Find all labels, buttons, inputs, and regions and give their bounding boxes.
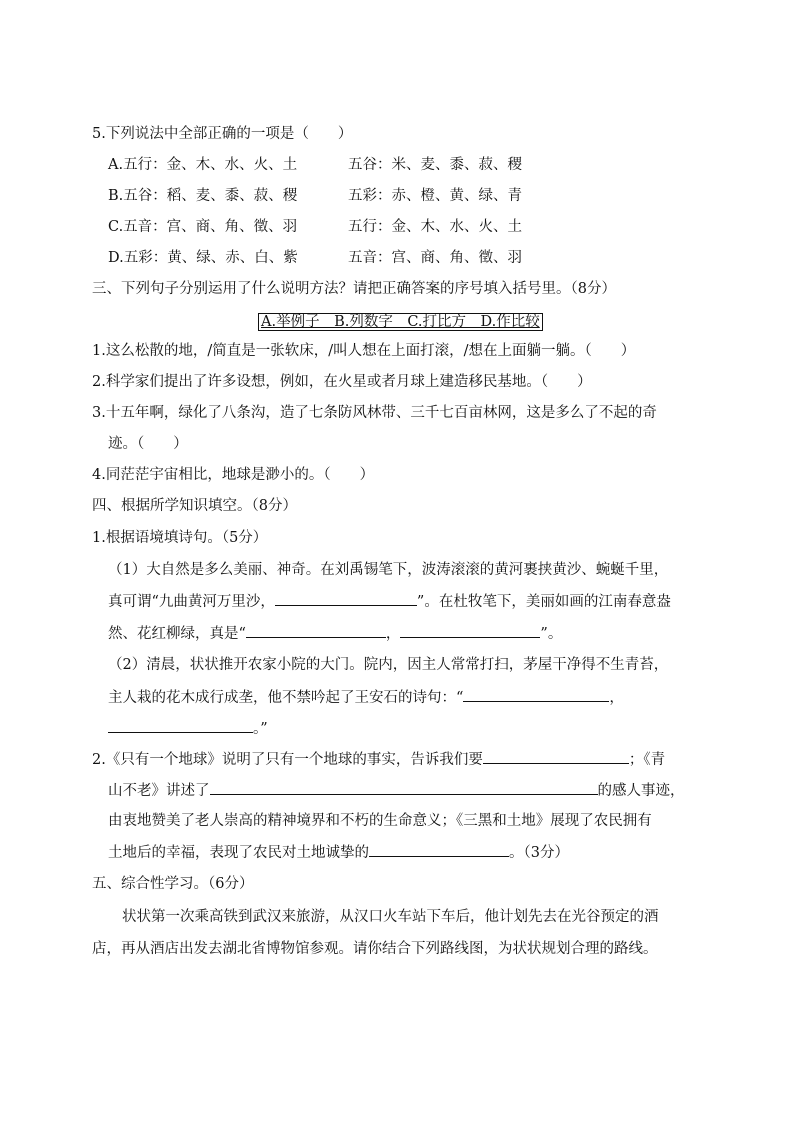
- q2-line-1: [92, 749, 665, 770]
- poem-para-2-line-3: [108, 718, 268, 739]
- poem-blank-4[interactable]: [463, 687, 609, 702]
- section-3-choices-box: [258, 312, 543, 332]
- q5-option-b-right: 五彩：赤、橙、黄、绿、青: [348, 188, 522, 204]
- section-3-title: 三、下列句子分别运用了什么说明方法？请把正确答案的序号填入括号里。（8分）: [92, 281, 616, 297]
- poem-para-1-text-a: 真可谓“九曲黄河万里沙，: [108, 594, 275, 610]
- q2-line-2: [108, 780, 685, 801]
- q2-line-3: 由衷地赞美了老人崇高的精神境界和不朽的生命意义；《三黑和土地》展现了农民拥有: [108, 813, 652, 829]
- q2-blank-3[interactable]: [369, 842, 509, 857]
- section-3-item-1: 1.这么松散的地，/简直是一张软床，/叫人想在上面打滚，/想在上面躺一躺。（ ）: [92, 343, 636, 359]
- q5-option-c-right: 五行：金、木、水、火、土: [348, 219, 522, 235]
- section-4-title: 四、根据所学知识填空。（8分）: [92, 498, 297, 514]
- q2-text-b: ；《青: [628, 752, 666, 768]
- section-5-title: 五、综合性学习。（6分）: [92, 876, 254, 892]
- question-5-stem: 5.下列说法中全部正确的一项是（ ）: [92, 126, 353, 142]
- q2-text-f: 。（3分）: [509, 845, 569, 861]
- section-3-item-4: 4.同茫茫宇宙相比，地球是渺小的。（ ）: [92, 467, 375, 483]
- poem-para-2-text-a: 主人栽的花木成行成垄，他不禁吟起了王安石的诗句：“: [108, 690, 464, 706]
- poem-blank-3[interactable]: [400, 623, 540, 638]
- poem-blank-5[interactable]: [108, 718, 253, 733]
- section-5-para-line-2: 店，再从酒店出发去湖北省博物馆参观。请你结合下列路线图，为状状规划合理的路线。: [92, 941, 658, 957]
- poem-blank-1[interactable]: [275, 591, 417, 606]
- section-4-sub-1: 1.根据语境填诗句。（5分）: [92, 530, 268, 546]
- q5-option-b-left: B.五谷：稻、麦、黍、菽、稷: [108, 188, 298, 204]
- poem-para-1-close: ”。: [540, 626, 563, 642]
- q2-text-d: 的感人事迹，: [597, 783, 685, 799]
- poem-para-2-close: 。”: [253, 721, 268, 737]
- q2-text-c: 山不老》讲述了: [108, 783, 210, 799]
- q2-text-e: 土地后的幸福，表现了农民对土地诚挚的: [108, 845, 369, 861]
- section-3-choices: A.举例子 B.列数字 C.打比方 D.作比较: [258, 313, 543, 331]
- poem-para-2-line-1: （2）清晨，状状推开农家小院的大门。院内，因主人常常打扫，茅屋干净得不生青苔，: [108, 657, 669, 673]
- poem-para-1-comma: ，: [385, 626, 401, 642]
- section-3-item-2: 2.科学家们提出了许多设想，例如，在火星或者月球上建造移民基地。（ ）: [92, 374, 592, 390]
- poem-blank-2[interactable]: [246, 623, 386, 638]
- q2-line-4: [108, 842, 569, 863]
- poem-para-1-line-2: [108, 591, 671, 612]
- q2-blank-2[interactable]: [210, 780, 598, 795]
- poem-para-1-line-1: （1）大自然是多么美丽、神奇。在刘禹锡笔下，波涛滚滚的黄河裹挟黄沙、蜿蜒千里，: [108, 562, 669, 578]
- q5-option-d-left: D.五彩：黄、绿、赤、白、紫: [108, 250, 298, 266]
- poem-para-2-comma: ，: [609, 690, 624, 706]
- poem-para-1-text-b: ”。在杜牧笔下，美丽如画的江南春意盎: [416, 594, 671, 610]
- q2-text-a: 2.《只有一个地球》说明了只有一个地球的事实，告诉我们要: [92, 752, 483, 768]
- poem-para-1-line-3: [108, 623, 562, 644]
- q5-option-d-right: 五音：宫、商、角、徵、羽: [348, 250, 522, 266]
- section-3-item-3-cont: 迹。（ ）: [108, 436, 188, 452]
- q2-blank-1[interactable]: [483, 749, 629, 764]
- section-5-para-line-1: 状状第一次乘高铁到武汉来旅游，从汉口火车站下车后，他计划先去在光谷预定的酒: [122, 909, 659, 925]
- poem-para-2-line-2: [108, 687, 624, 708]
- poem-para-1-text-c: 然、花红柳绿，真是“: [108, 626, 246, 642]
- section-3-item-3: 3.十五年啊，绿化了八条沟，造了七条防风林带、三千七百亩林网，这是多么了不起的奇: [92, 405, 657, 421]
- q5-option-c-left: C.五音：宫、商、角、徵、羽: [108, 219, 298, 235]
- q5-option-a-right: 五谷：米、麦、黍、菽、稷: [348, 157, 522, 173]
- q5-option-a-left: A.五行：金、木、水、火、土: [108, 157, 298, 173]
